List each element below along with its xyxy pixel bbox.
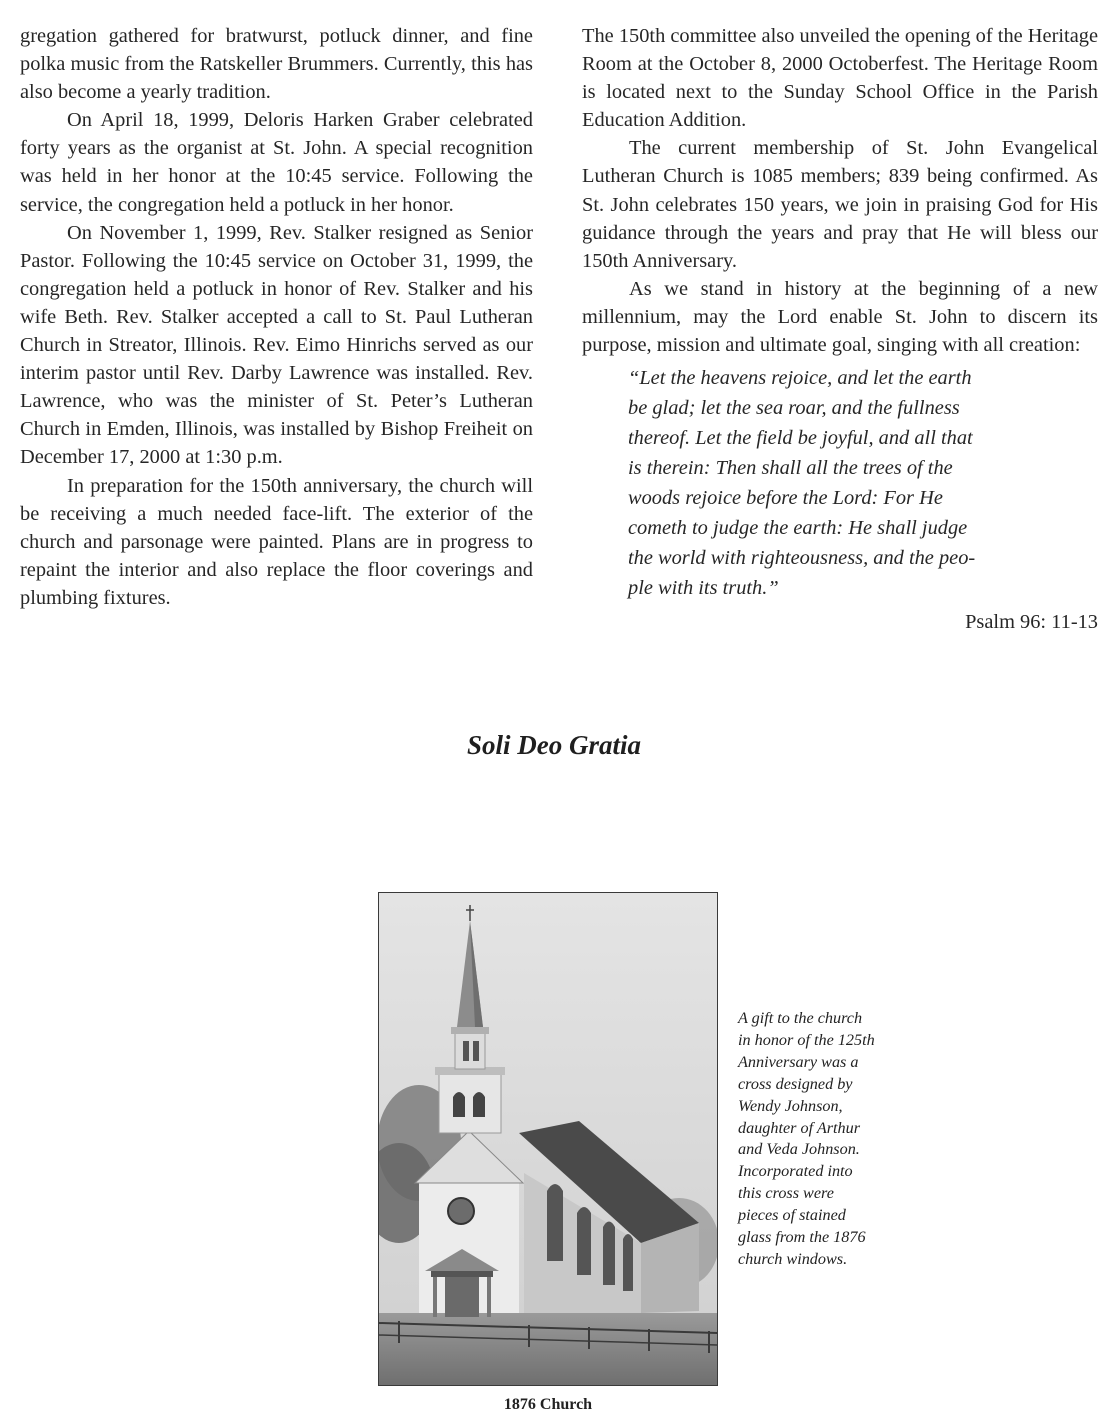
quote-line: be glad; let the sea roar, and the fullness bbox=[628, 397, 960, 420]
side-note-line: this cross were bbox=[738, 1184, 834, 1203]
paragraph-left-2: On April 18, 1999, Deloris Harken Graber celebrated forty years as the organist at St. John. A special recognition was held in her honor at the 10:45 service. Following the service, the congregation held a potluck in her honor. bbox=[20, 109, 533, 216]
side-note-line: and Veda Johnson. bbox=[738, 1140, 860, 1159]
side-note bbox=[738, 1008, 938, 1271]
side-note-line: cross designed by bbox=[738, 1074, 853, 1093]
side-note-line: Incorporated into bbox=[738, 1162, 853, 1181]
motto-heading: Soli Deo Gratia bbox=[466, 730, 641, 760]
side-note-line: Anniversary was a bbox=[738, 1052, 859, 1071]
left-column bbox=[20, 22, 533, 612]
paragraph-left-3: On November 1, 1999, Rev. Stalker resigned as Senior Pastor. Following the 10:45 service on October 31, 1999, the congregation held a potluck in honor of Rev. Stalker and his wife Beth. Rev. Stalker accepted a call to St. Paul Lutheran Church in Streator, Illinois. Rev. Eimo Hinrichs served as our interim pastor until Rev. Darby Lawrence was installed. Rev. Lawrence, who was the minister of St. Peter’s Lutheran Church in Emden, Illinois, was installed by Bishop Freiheit on December 17, 2000 at 1:30 p.m. bbox=[20, 221, 533, 469]
quote-line: the world with righteousness, and the peo- bbox=[628, 547, 976, 570]
quote-line: ple with its truth.” bbox=[628, 577, 779, 600]
quote-line: is therein: Then shall all the trees of the bbox=[628, 457, 953, 480]
paragraph-right-1: The 150th committee also unveiled the opening of the Heritage Room at the October 8, 2000 Octoberfest. The Heritage Room is located next to the Sunday School Office in the Parish Education Addition. bbox=[582, 25, 1098, 132]
quote-line: thereof. Let the field be joyful, and all that bbox=[628, 427, 973, 450]
side-note-line: Wendy Johnson, bbox=[738, 1096, 843, 1115]
paragraph-left-1: gregation gathered for bratwurst, potluck dinner, and fine polka music from the Ratskeller Brummers. Currently, this has also become a yearly tradition. bbox=[20, 25, 533, 104]
church-illustration bbox=[379, 893, 718, 1386]
quote-line: woods rejoice before the Lord: For He bbox=[628, 487, 943, 510]
quote-line: cometh to judge the earth: He shall judge bbox=[628, 517, 968, 540]
side-note-line: A gift to the church bbox=[738, 1009, 863, 1027]
side-note-line: church windows. bbox=[738, 1249, 848, 1268]
church-photo bbox=[378, 892, 718, 1386]
side-note-line: daughter of Arthur bbox=[738, 1118, 861, 1137]
paragraph-left-4: In preparation for the 150th anniversary, the church will be receiving a much needed face-lift. The exterior of the church and parsonage were painted. Plans are in progress to repaint the interior and also replace the floor coverings and plumbing fixtures. bbox=[20, 474, 533, 609]
photo-caption: 1876 Church bbox=[503, 1396, 593, 1413]
side-note-line: glass from the 1876 bbox=[738, 1228, 866, 1247]
right-column bbox=[582, 22, 1098, 637]
paragraph-right-2: The current membership of St. John Evangelical Lutheran Church is 1085 members; 839 being confirmed. As St. John celebrates 150 years, we join in praising God for His guidance through the years and pray that He will bless our 150th Anniversary. bbox=[582, 137, 1098, 272]
quote-line: “Let the heavens rejoice, and let the earth bbox=[628, 367, 972, 390]
psalm-citation: Psalm 96: 11-13 bbox=[965, 611, 1098, 634]
psalm-quote bbox=[628, 363, 1048, 603]
paragraph-right-3: As we stand in history at the beginning of a new millennium, may the Lord enable St. John to discern its purpose, mission and ultimate goal, singing with all creation: bbox=[582, 277, 1098, 357]
side-note-line: pieces of stained bbox=[738, 1206, 846, 1225]
side-note-line: in honor of the 125th bbox=[738, 1030, 875, 1049]
